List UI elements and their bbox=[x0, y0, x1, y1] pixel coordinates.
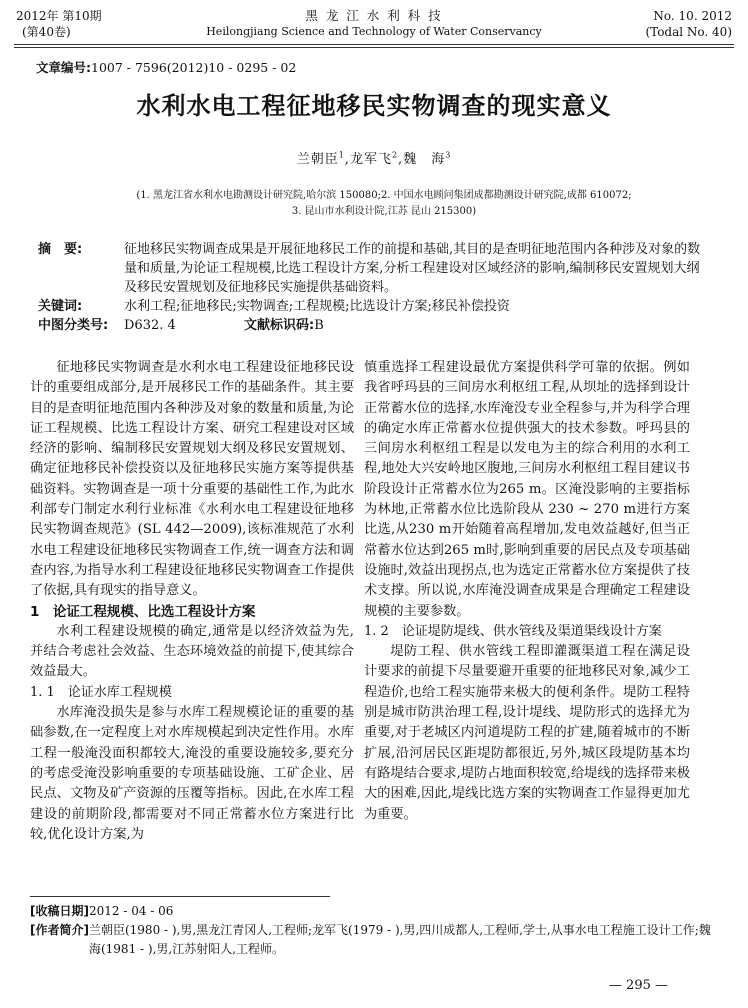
abstract-label: 摘 要: bbox=[38, 242, 83, 257]
keywords-text: 水利工程;征地移民;实物调查;工程规模;比选设计方案;移民补偿投资 bbox=[124, 299, 510, 314]
author-3-mark: 3 bbox=[445, 150, 452, 160]
continued-paragraph: 慎重选择工程建设最优方案提供科学可靠的依据。例如我省呼玛县的三间房水利枢纽工程,从坝址的选择到设计正常蓄水位的选择,水库淹没专业全程参与,并为科学合理的确定水库正常蓄水位提供强大的技术参数。呼玛县的三间房水利枢纽工程是以发电为主的综合利用的水利工程,地处大兴安岭地区腹地,三间房水利枢纽工程目建议书阶段设计正常蓄水位为265 m。区淹没影响的主要指标为林地,正常蓄水位比选阶段从 230 ~ 270 m进行方案比选,从230 m开始随着高程增加,发电效益越好,但当正常蓄水位达到265 m时,影响到重要的居民点及专项基础设施时,效益出现拐点,也为选定正常蓄水位方案提供了技术支撑。所以说,水库淹没调查成果是合理确定工程建设规模的主要参数。 bbox=[364, 360, 690, 619]
volume-line: (第40卷) bbox=[22, 25, 71, 39]
header-rule bbox=[14, 44, 734, 45]
clc-label: 中图分类号: bbox=[38, 318, 109, 333]
journal-name-en: Heilongjiang Science and Technology of Water Conservancy bbox=[206, 25, 542, 38]
paper-title: 水利水电工程征地移民实物调查的现实意义 bbox=[136, 92, 612, 120]
journal-number bbox=[645, 8, 732, 40]
section-1-paragraph: 水利工程建设规模的确定,通常是以经济效益为先,并结合考虑社会效益、生态环境效益的前提下,使其综合效益最大。 bbox=[30, 623, 354, 680]
journal-name-cn: 黑 龙 江 水 利 科 技 bbox=[305, 8, 443, 23]
affiliation-line-1: (1. 黑龙江省水利水电勘测设计研究院,哈尔滨 150080;2. 中国水电顾问集团成都勘测设计研究院,成都 610072; bbox=[136, 190, 632, 201]
author-bio bbox=[30, 921, 718, 959]
author-list: 兰朝臣$^1$,龙军飞$^2$,魏 海$^3$ bbox=[296, 150, 452, 167]
right-column bbox=[364, 358, 690, 825]
clc-value: D632. 4 bbox=[124, 318, 176, 333]
footnote-rule bbox=[30, 896, 330, 897]
affiliations bbox=[60, 188, 708, 220]
number-line: No. 10. 2012 bbox=[653, 9, 732, 23]
author-2-mark: 2 bbox=[391, 150, 399, 160]
page-number: — 295 — bbox=[608, 978, 668, 993]
footnote-block bbox=[30, 902, 718, 959]
subsection-1-2-heading: 1. 2 论证堤防堤线、供水管线及渠道渠线设计方案 bbox=[364, 623, 662, 639]
left-column bbox=[30, 358, 354, 845]
author-1: 兰朝臣 bbox=[296, 152, 339, 167]
article-number-label: 文章编号: bbox=[36, 60, 91, 75]
journal-name bbox=[0, 8, 748, 40]
abstract-block bbox=[38, 240, 710, 335]
subsection-1-1-heading: 1. 1 论证水库工程规模 bbox=[30, 684, 172, 700]
section-1-heading: 1 论证工程规模、比选工程设计方案 bbox=[30, 603, 256, 620]
article-number bbox=[36, 58, 296, 76]
keywords-label: 关键词: bbox=[38, 299, 83, 314]
received-value: 2012 - 04 - 06 bbox=[88, 904, 174, 918]
intro-paragraph: 征地移民实物调查是水利水电工程建设征地移民设计的重要组成部分,是开展移民工作的基础条件。其主要目的是查明征地范围内各种涉及对象的数量和质量,为论证工程规模、比选工程设计方案、研究工程建设对区域经济的影响、编制移民安置规划大纲及移民安置规划、确定征地移民补偿投资以及征地移民实施方案等提供基础资料。实物调查是一项十分重要的基础性工作,为此水利部专门制定水利行业标准《水利水电工程建设征地移民实物调查规范》(SL 442—2009),该标准规范了水利水电工程建设征地移民实物调查工作,统一调查方法和调查内容,为指导水利工程建设征地移民实物调查工作提供了依据,具有现实的指导意义。 bbox=[30, 360, 354, 599]
affiliation-line-2: 3. 昆山市水利设计院,江苏 昆山 215300) bbox=[291, 206, 477, 217]
header-rule-double bbox=[14, 47, 734, 48]
subsection-1-2-paragraph: 堤防工程、供水管线工程即灌溉渠道工程在满足设计要求的前提下尽量要避开重要的征地移民对象,减少工程造价,也给工程实施带来极大的便利条件。堤防工程特别是城市防洪治理工程,设计堤线、堤防形式的选择尤为重要,对于老城区内河道堤防工程的扩建,随着城市的不断扩展,沿河居民区距堤防都很近,另外,城区段堤防基本均有路堤结合要求,堤防占地面积较宽,给堤线的选择带来极大的困难,因此,堤线比选方案的实物调查工作显得更加尤为重要。 bbox=[364, 644, 690, 822]
received-label: [收稿日期] bbox=[30, 904, 89, 918]
abstract-text: 征地移民实物调查成果是开展征地移民工作的前提和基础,其目的是查明征地范围内各种涉及对象的数量和质量,为论证工程规模,比选工程设计方案,分析工程建设对区域经济的影响,编制移民安置规划大纲及移民安置规划及征地移民实施提供基础资料。 bbox=[124, 242, 701, 295]
subsection-1-1-paragraph: 水库淹没损失是参与水库工程规模论证的重要的基础参数,在一定程度上对水库规模起到决定性作用。水库工程一般淹没面积都较大,淹没的重要设施较多,要充分的考虑受淹没影响重要的专项基础设施、工矿企业、居民点、文物及矿产资源的压覆等指标。因此,在水库工程建设的前期阶段,都需要对不同正常蓄水位方案进行比较,优化设计方案,为 bbox=[30, 705, 354, 842]
author-3: 魏 海 bbox=[403, 152, 446, 167]
author-bio-label: [作者简介] bbox=[30, 923, 89, 937]
issue-line: 2012年 第10期 bbox=[16, 9, 102, 23]
author-bio-text: 兰朝臣(1980 - ),男,黑龙江青冈人,工程师;龙军飞(1979 - ),男,四川成都人,工程师,学士,从事水电工程施工设计工作;魏海(1981 - ),男,江苏射阳人,工程师。 bbox=[88, 923, 711, 956]
author-1-mark: 1 bbox=[338, 150, 345, 160]
doc-code-label: 文献标识码: bbox=[244, 318, 315, 333]
total-line: (Todal No. 40) bbox=[645, 25, 732, 39]
doc-code-value: B bbox=[314, 318, 324, 333]
author-2: 龙军飞 bbox=[349, 152, 392, 167]
received-date bbox=[30, 902, 718, 921]
article-number-value: 1007 - 7596(2012)10 - 0295 - 02 bbox=[91, 60, 297, 75]
